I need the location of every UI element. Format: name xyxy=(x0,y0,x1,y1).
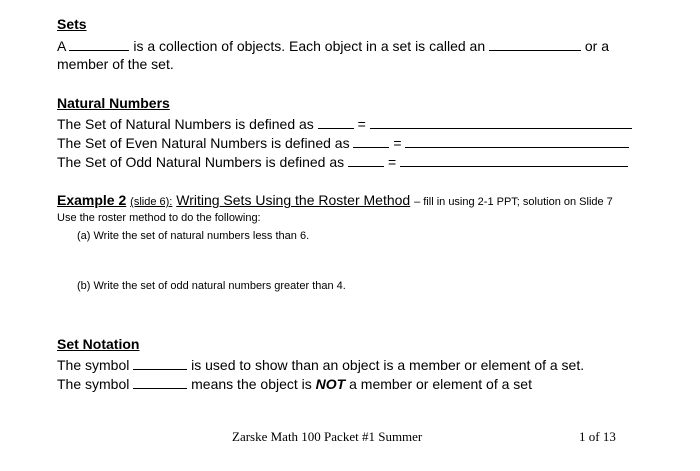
row-label: The Set of Natural Numbers is defined as xyxy=(57,116,314,132)
symbol-label: The symbol xyxy=(57,376,130,392)
even-set-blank[interactable] xyxy=(405,135,629,148)
natural-symbol-blank[interactable] xyxy=(318,116,354,129)
member-symbol-row xyxy=(57,357,584,372)
example2-part-a: (a) Write the set of natural numbers less than 6. xyxy=(77,230,310,242)
example2-part-b: (b) Write the set of odd natural numbers greater than 4. xyxy=(77,280,346,292)
page-number: 1 of 13 xyxy=(579,429,616,444)
example2-instruction: Use the roster method to do the following: xyxy=(57,212,261,224)
footer-title: Zarske Math 100 Packet #1 Summer xyxy=(232,429,423,444)
example2-title xyxy=(57,193,613,208)
member-description: is used to show than an object is a member or element of a set. xyxy=(191,357,585,373)
natural-numbers-row xyxy=(57,116,632,131)
equals-sign: = xyxy=(387,154,397,170)
not-emphasis: NOT xyxy=(315,376,346,392)
sets-definition-line xyxy=(57,38,609,53)
set-blank[interactable] xyxy=(69,38,129,51)
not-member-post: a member or element of a set xyxy=(349,376,532,392)
example2-topic: Writing Sets Using the Roster Method xyxy=(176,192,411,208)
row-label: The Set of Even Natural Numbers is defined as xyxy=(57,135,350,151)
equals-sign: = xyxy=(393,135,402,151)
odd-set-blank[interactable] xyxy=(400,154,628,167)
example2-label: Example 2 xyxy=(57,192,127,208)
odd-natural-numbers-row xyxy=(57,154,628,169)
example2-slide-ref: (slide 6): xyxy=(130,196,173,208)
symbol-label: The symbol xyxy=(57,357,130,373)
row-label: The Set of Odd Natural Numbers is defined as xyxy=(57,154,345,170)
even-symbol-blank[interactable] xyxy=(353,135,389,148)
natural-numbers-heading: Natural Numbers xyxy=(57,95,170,111)
not-member-symbol-row xyxy=(57,376,532,391)
equals-sign: = xyxy=(357,116,366,132)
not-member-pre: means the object is xyxy=(191,376,312,392)
example2-note: – fill in using 2-1 PPT; solution on Slide 7 xyxy=(414,196,613,208)
sets-article: A xyxy=(57,38,66,54)
sets-definition-text: is a collection of objects. Each object in a set is called an xyxy=(133,38,486,54)
sets-heading: Sets xyxy=(57,16,87,32)
member-symbol-blank[interactable] xyxy=(133,357,187,370)
odd-symbol-blank[interactable] xyxy=(348,154,384,167)
set-notation-heading: Set Notation xyxy=(57,336,140,352)
even-natural-numbers-row xyxy=(57,135,629,150)
sets-definition-line2: member of the set. xyxy=(57,56,174,72)
element-blank[interactable] xyxy=(489,38,581,51)
sets-or-text: or a xyxy=(584,38,610,54)
natural-set-blank[interactable] xyxy=(370,116,632,129)
not-member-symbol-blank[interactable] xyxy=(133,376,187,389)
